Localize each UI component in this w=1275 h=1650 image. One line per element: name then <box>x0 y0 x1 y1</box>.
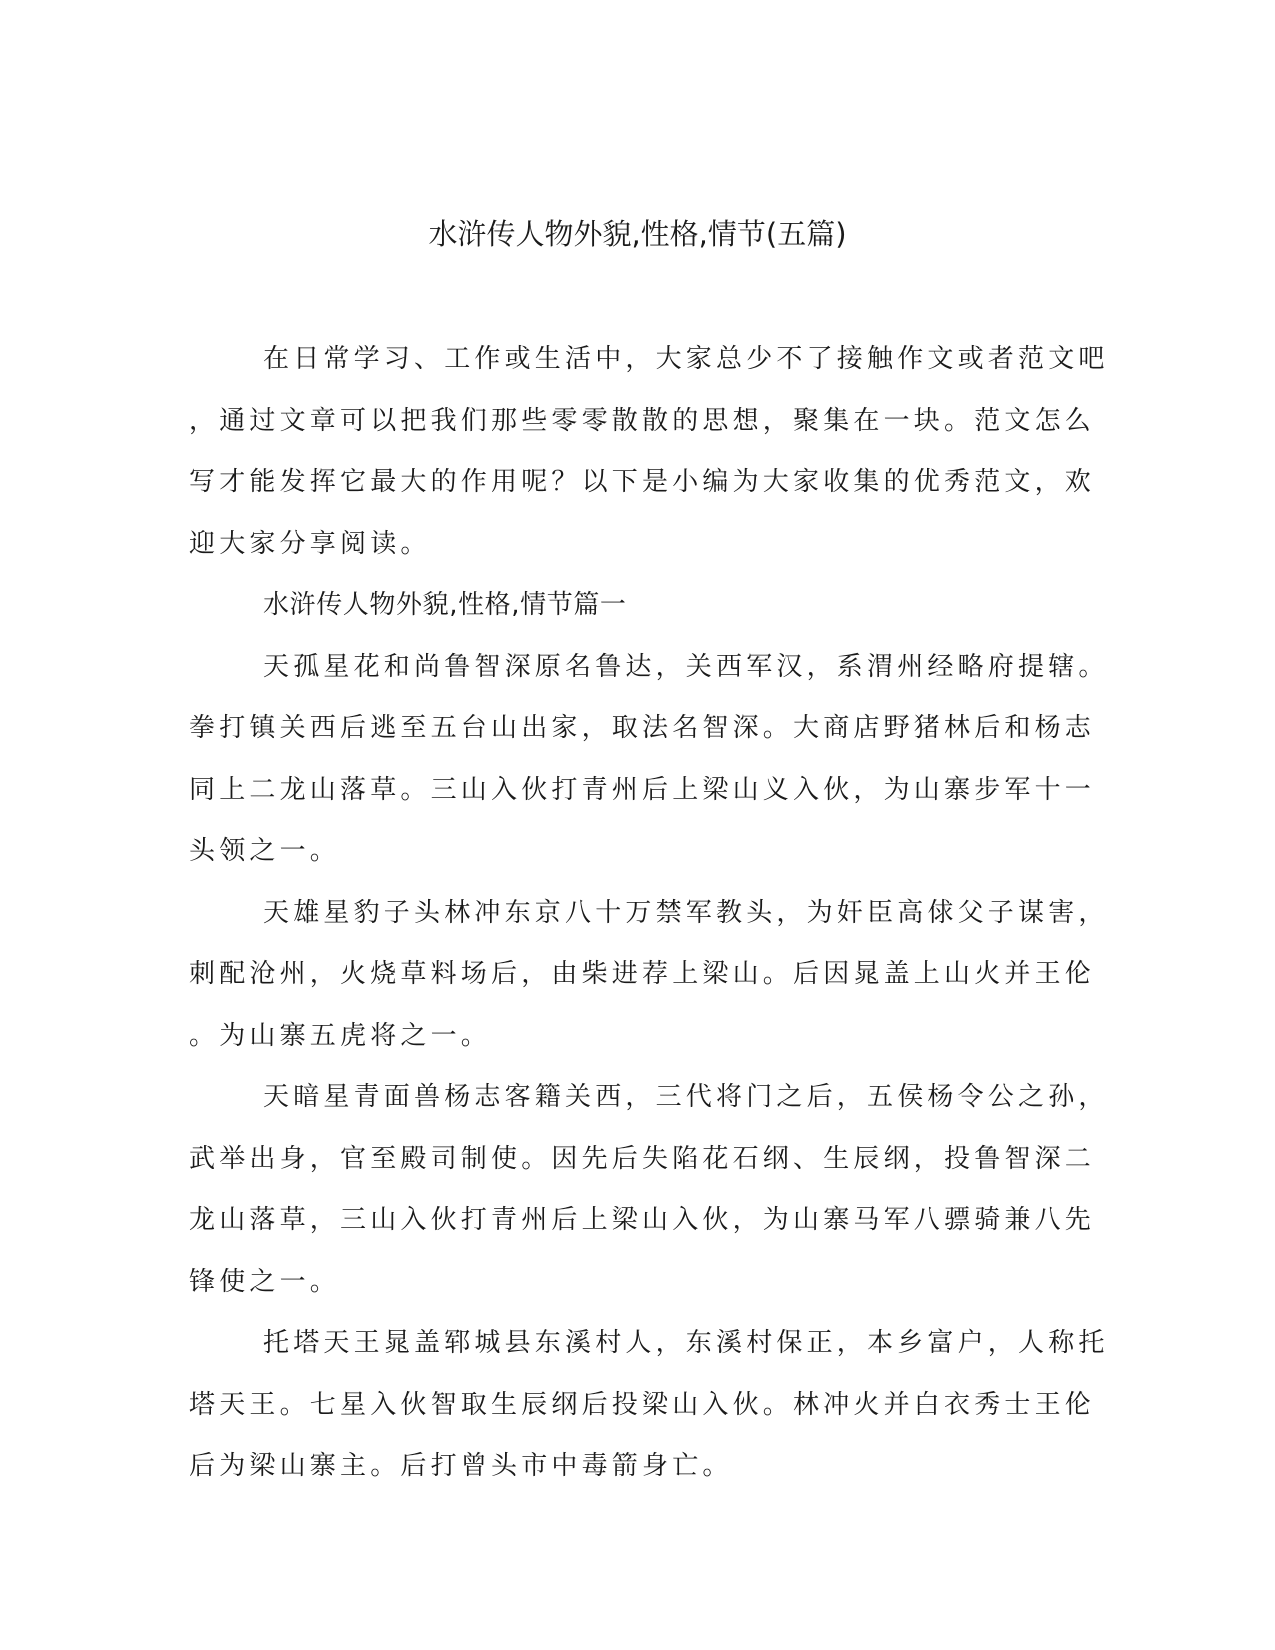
paragraph-line: 天雄星豹子头林冲东京八十万禁军教头，为奸臣高俅父子谋害， <box>263 897 1109 928</box>
paragraph-line: 后为梁山寨主。后打曾头市中毒箭身亡。 <box>189 1451 733 1481</box>
paragraph-line: 刺配沧州，火烧草料场后，由柴进荐上梁山。后因晁盖上山火并王伦 <box>189 959 1096 989</box>
document-body <box>189 329 1109 1498</box>
paragraph-line: 。为山寨五虎将之一。 <box>189 1020 492 1051</box>
paragraph-line: 在日常学习、工作或生活中，大家总少不了接触作文或者范文吧 <box>263 344 1109 374</box>
paragraph-line: 天暗星青面兽杨志客籍关西，三代将门之后，五侯杨令公之孙， <box>263 1082 1109 1112</box>
paragraph-line: 头领之一。 <box>189 836 341 866</box>
paragraph-line: 天孤星花和尚鲁智深原名鲁达，关西军汉，系渭州经略府提辖。 <box>263 651 1109 682</box>
paragraph-line: 武举出身，官至殿司制使。因先后失陷花石纲、生辰纲，投鲁智深二 <box>189 1143 1096 1174</box>
paragraph-line: 塔天王。七星入伙智取生辰纲后投梁山入伙。林冲火并白衣秀士王伦 <box>189 1389 1096 1420</box>
paragraph-line: 锋使之一。 <box>189 1266 341 1297</box>
document-title: 水浒传人物外貌,性格,情节(五篇) <box>428 217 847 251</box>
paragraph-line: 托塔天王晁盖郓城县东溪村人，东溪村保正，本乡富户，人称托 <box>263 1328 1109 1358</box>
section-heading: 水浒传人物外貌,性格,情节篇一 <box>263 590 627 620</box>
paragraph-line: ，通过文章可以把我们那些零零散散的思想，聚集在一块。范文怎么 <box>189 405 1096 436</box>
paragraph-line: 同上二龙山落草。三山入伙打青州后上梁山义入伙，为山寨步军十一 <box>189 774 1096 805</box>
paragraph-line: 龙山落草，三山入伙打青州后上梁山入伙，为山寨马军八骠骑兼八先 <box>189 1205 1096 1235</box>
paragraph-line: 迎大家分享阅读。 <box>189 528 431 559</box>
paragraph-line: 写才能发挥它最大的作用呢？以下是小编为大家收集的优秀范文，欢 <box>189 467 1096 497</box>
paragraph-line: 拳打镇关西后逃至五台山出家，取法名智深。大商店野猪林后和杨志 <box>189 713 1096 743</box>
